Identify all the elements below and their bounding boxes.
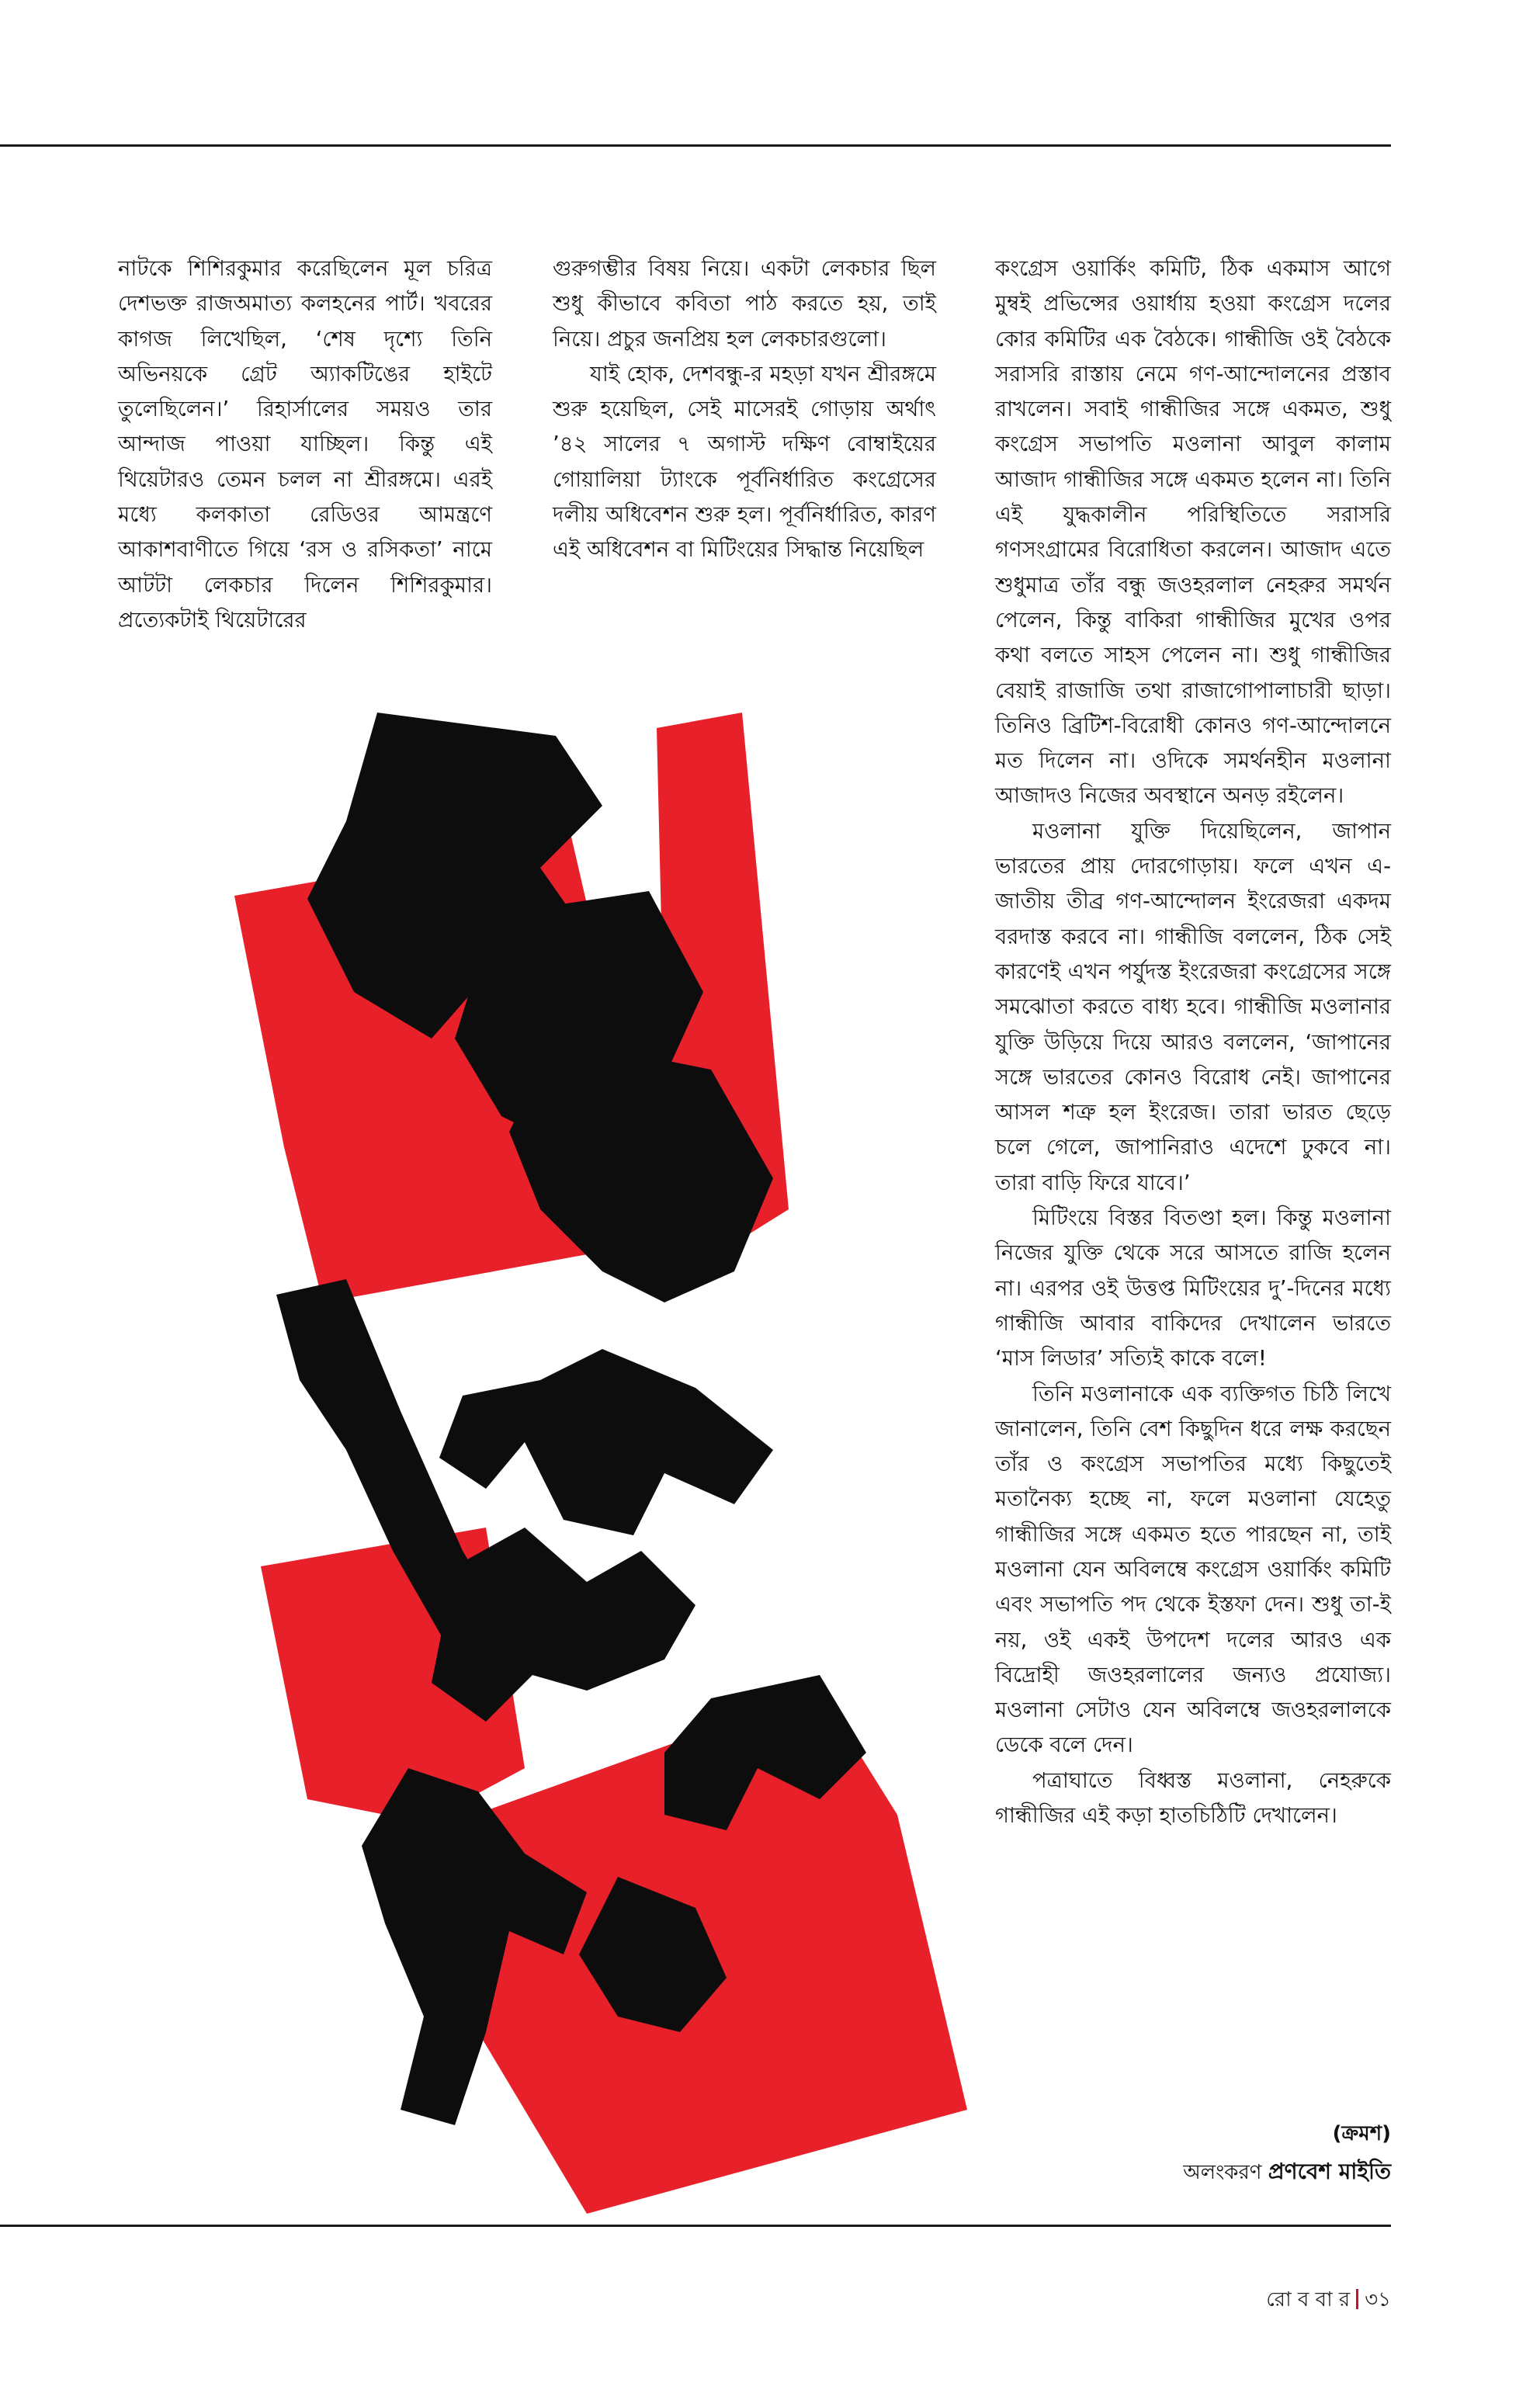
top-rule [0,144,1391,147]
paragraph: পত্রাঘাতে বিধ্বস্ত মওলানা, নেহরুকে গান্ধীজির এই কড়া হাতচিঠিটি দেখালেন। [995,1767,1391,1829]
paragraph: মওলানা যুক্তি দিয়েছিলেন, জাপান ভারতের প্রায় দোরগোড়ায়। ফলে এখন এ-জাতীয় তীব্র গণ-আন্দোলন ইংরেজরা একদম বরদাস্ত করবে না। গান্ধীজি বললেন, ঠিক সেই কারণেই এখন পর্যুদস্ত ইংরেজরা কংগ্রেসের সঙ্গে সমঝোতা করতে বাধ্য হবে। গান্ধীজি মওলানার যুক্তি উড়িয়ে দিয়ে আরও বললেন, ‘জাপানের সঙ্গে ভারতের কোনও বিরোধ নেই। জাপানের আসল শত্রু হল ইংরেজ। তারা ভারত ছেড়ে চলে গেলে, জাপানিরাও এদেশে ঢুকবে না। তারা বাড়ি ফিরে যাবে।’ [995,818,1391,1195]
illustration-credit [1183,2155,1391,2191]
article-column-3 [995,251,1391,1833]
abstract-illustration [230,713,980,2214]
paragraph: গুরুগম্ভীর বিষয় নিয়ে। একটা লেকচার ছিল শুধু কীভাবে কবিতা পাঠ করতে হয়, তাই নিয়ে। প্রচুর জনপ্রিয় হল লেকচারগুলো। [553,256,936,352]
article-column-1 [118,251,492,638]
paragraph: তিনি মওলানাকে এক ব্যক্তিগত চিঠি লিখে জানালেন, তিনি বেশ কিছুদিন ধরে লক্ষ করছেন তাঁর ও কংগ্রেস সভাপতির মধ্যে কিছুতেই মতানৈক্য হচ্ছে না, ফলে মওলানা যেহেতু গান্ধীজির সঙ্গে একমত হতে পারছেন না, তাই মওলানা যেন অবিলম্বে কংগ্রেস ওয়ার্কিং কমিটি এবং সভাপতি পদ থেকে ইস্তফা দেন। শুধু তা-ই নয়, ওই একই উপদেশ দলের আরও এক বিদ্রোহী জওহরলালের জন্যও প্রযোজ্য। মওলানা সেটাও যেন অবিলম্বে জওহরলালকে ডেকে বলে দেন। [995,1381,1391,1758]
continued-note: (ক্রমশ) [1332,2122,1391,2145]
paragraph: কংগ্রেস ওয়ার্কিং কমিটি, ঠিক একমাস আগে মুম্বই প্রভিন্সের ওয়ার্ধায় হওয়া কংগ্রেস দলের কোর কমিটির এক বৈঠকে। গান্ধীজি ওই বৈঠকে সরাসরি রাস্তায় নেমে গণ-আন্দোলনের প্রস্তাব রাখলেন। সবাই গান্ধীজির সঙ্গে একমত, শুধু কংগ্রেস সভাপতি মওলানা আবুল কালাম আজাদ গান্ধীজির সঙ্গে একমত হলেন না। তিনি এই যুদ্ধকালীন পরিস্থিতিতে সরাসরি গণসংগ্রামের বিরোধিতা করলেন। আজাদ এতে শুধুমাত্র তাঁর বন্ধু জওহরলাল নেহরুর সমর্থন পেলেন, কিন্তু বাকিরা গান্ধীজির মুখের ওপর কথা বলতে সাহস পেলেন না। শুধু গান্ধীজির বেয়াই রাজাজি তথা রাজাগোপালাচারী ছাড়া। তিনিও ব্রিটিশ-বিরোধী কোনও গণ-আন্দোলনে মত দিলেন না। ওদিকে সমর্থনহীন মওলানা আজাদও নিজের অবস্থানে অনড় রইলেন। [995,256,1391,809]
black-shape [439,1349,773,1535]
paragraph: যাই হোক, দেশবন্ধু-র মহড়া যখন শ্রীরঙ্গমে শুরু হয়েছিল, সেই মাসেরই গোড়ায় অর্থাৎ ’৪২ সালের ৭ অগাস্ট দক্ষিণ বোম্বাইয়ের গোয়ালিয়া ট্যাংকে পূর্বনির্ধারিত কংগ্রেসের দলীয় অধিবেশন শুরু হল। পূর্বনির্ধারিত, কারণ এই অধিবেশন বা মিটিংয়ের সিদ্ধান্ত নিয়েছিল [553,361,936,563]
paragraph: নাটকে শিশিরকুমার করেছিলেন মূল চরিত্র দেশভক্ত রাজঅমাত্য কলহনের পার্ট। খবরের কাগজ লিখেছিল, ‘শেষ দৃশ্যে তিনি অভিনয়কে গ্রেট অ্যাকটিঙের হাইটে তুলেছিলেন।’ রিহার্সালের সময়ও তার আন্দাজ পাওয়া যাচ্ছিল। কিন্তু এই থিয়েটারও তেমন চলল না শ্রীরঙ্গমে। এরই মধ্যে কলকাতা রেডিওর আমন্ত্রণে আকাশবাণীতে গিয়ে ‘রস ও রসিকতা’ নামে আটটা লেকচার দিলেন শিশিরকুমার। প্রত্যেকটাই থিয়েটারের [118,256,492,633]
page-footer [1266,2284,1391,2318]
footer-divider [1356,2289,1358,2309]
page-number: ৩১ [1365,2288,1391,2311]
bottom-rule [0,2225,1391,2227]
illustrator-name: প্রণবেশ মাইতি [1268,2159,1391,2184]
article-column-2 [553,251,936,568]
magazine-name: রো ব বা র [1266,2288,1351,2311]
paragraph: মিটিংয়ে বিস্তর বিতণ্ডা হল। কিন্তু মওলানা নিজের যুক্তি থেকে সরে আসতে রাজি হলেন না। এরপর ওই উত্তপ্ত মিটিংয়ের দু’-দিনের মধ্যে গান্ধীজি আবার বাকিদের দেখালেন ভারতে ‘মাস লিডার’ সত্যিই কাকে বলে! [995,1205,1391,1372]
illustration-label: অলংকরণ [1183,2161,1262,2184]
